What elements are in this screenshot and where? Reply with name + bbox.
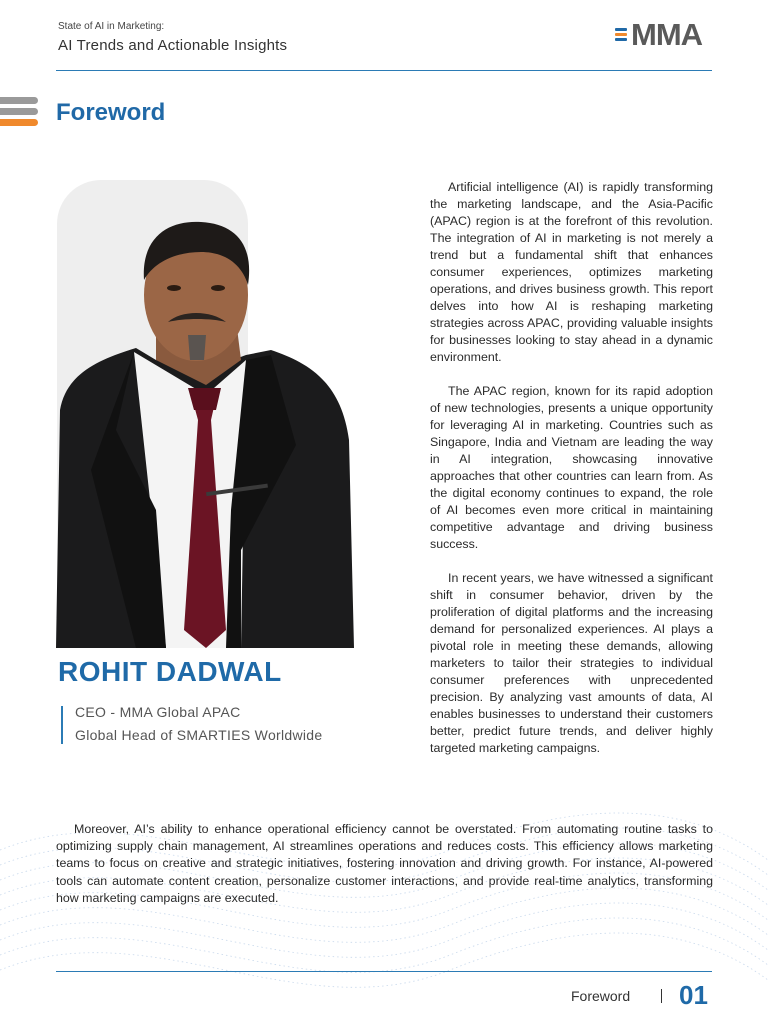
foreword-column-text: [430, 179, 713, 774]
portrait-photo: [56, 210, 356, 648]
section-bars-icon: [0, 97, 38, 130]
logo-text: MMA: [631, 17, 703, 52]
report-title: AI Trends and Actionable Insights: [58, 37, 288, 54]
report-subtitle: State of AI in Marketing:: [58, 21, 165, 32]
footer-divider: [56, 971, 712, 972]
page-number: 01: [679, 980, 708, 1010]
footer-section-label: Foreword: [571, 988, 631, 1004]
foreword-wide-text: [56, 821, 713, 907]
person-name: ROHIT DADWAL: [58, 656, 282, 687]
mma-logo: [615, 17, 715, 52]
header-divider: [56, 70, 712, 71]
foreword-paragraph-4: Moreover, AI’s ability to enhance operational efficiency cannot be overstated. From automating routine tasks to optimizing supply chain management, AI streamlines operations and reduces costs. This efficiency allows marketing teams to focus on creative and strategic initiatives, fostering innovation and driving growth. For instance, AI-powered tools can automate content creation, personalize customer interactions, and provide real-time analytics, transforming how marketing campaigns are executed.: [56, 822, 713, 905]
foreword-paragraph-1: Artificial intelligence (AI) is rapidly transforming the marketing landscape, and the Asia-Pacific (APAC) region is at the forefront of this revolution. The integration of AI in marketing is not merely a trend but a fundamental shift that enhances consumer experiences, optimizes marketing operations, and drives business growth. This report delves into how AI is reshaping marketing strategies across APAC, providing valuable insights for businesses looking to stay ahead in a dynamic environment.: [430, 180, 713, 364]
foreword-paragraph-2: The APAC region, known for its rapid adoption of new technologies, presents a unique opportunity for leveraging AI in marketing. Countries such as Singapore, India and Vietnam are leading the way in AI integration, showcasing innovative approaches that other countries can learn from. As the digital economy continues to expand, the role of AI becomes even more critical in maintaining competitive advantage and driving business success.: [430, 384, 713, 551]
role-accent-bar: [61, 706, 63, 744]
logo-bars-icon: [615, 28, 627, 43]
person-role-secondary: Global Head of SMARTIES Worldwide: [75, 727, 323, 743]
foreword-paragraph-3: In recent years, we have witnessed a significant shift in consumer behavior, driven by the proliferation of digital platforms and the increasing demand for personalized experiences. AI plays a pivotal role in meeting these demands, allowing marketers to tailor their strategies to individual consumer preferences with unprecedented precision. By analyzing vast amounts of data, AI enables businesses to understand their customers better, predict future trends, and deliver highly targeted marketing campaigns.: [430, 571, 713, 755]
person-role-primary: CEO - MMA Global APAC: [75, 704, 241, 720]
section-title: Foreword: [56, 99, 166, 126]
footer-separator: [661, 989, 662, 1003]
